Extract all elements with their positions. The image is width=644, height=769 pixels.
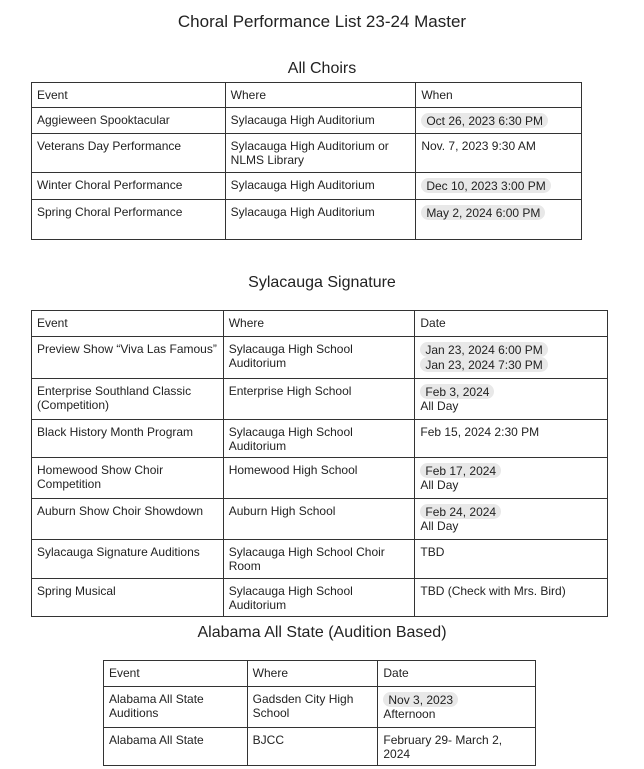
when-cell [416, 173, 582, 200]
where-cell: Auburn High School [223, 499, 415, 540]
table-row [104, 687, 536, 728]
time-note: All Day [420, 399, 459, 413]
event-cell: Sylacauga Signature Auditions [32, 540, 224, 579]
event-cell: Aggieween Spooktacular [32, 108, 226, 134]
event-cell: Black History Month Program [32, 420, 224, 458]
table-row [32, 337, 608, 379]
date-chip[interactable]: Feb 17, 2024 [420, 463, 501, 478]
date-chip[interactable]: Jan 23, 2024 6:00 PM [420, 342, 547, 357]
column-header: Event [104, 661, 248, 687]
table-header-row [32, 311, 608, 337]
column-header: Event [32, 311, 224, 337]
event-cell: Spring Choral Performance [32, 200, 226, 240]
date-cell [415, 337, 608, 379]
date-cell [415, 379, 608, 420]
date-chip[interactable]: May 2, 2024 6:00 PM [421, 205, 545, 220]
date-chip[interactable]: Feb 24, 2024 [420, 504, 501, 519]
event-cell: Spring Musical [32, 579, 224, 617]
column-header: Where [247, 661, 378, 687]
table-row [32, 420, 608, 458]
all-choirs-heading: All Choirs [287, 60, 357, 77]
table-row [32, 108, 582, 134]
where-cell: Sylacauga High School Auditorium [223, 337, 415, 379]
table-row [32, 499, 608, 540]
column-header: When [416, 83, 582, 108]
column-header: Where [223, 311, 415, 337]
when-cell [416, 108, 582, 134]
table-row [32, 200, 582, 240]
table-row [32, 579, 608, 617]
where-cell: Sylacauga High School Choir Room [223, 540, 415, 579]
event-cell: Winter Choral Performance [32, 173, 226, 200]
time-note: Afternoon [383, 707, 436, 721]
date-cell: Feb 15, 2024 2:30 PM [415, 420, 608, 458]
table-header-row [104, 661, 536, 687]
event-cell: Alabama All State [104, 728, 248, 766]
time-note: All Day [420, 519, 459, 533]
when-cell: Nov. 7, 2023 9:30 AM [416, 134, 582, 173]
document-title: Choral Performance List 23-24 Master [177, 12, 467, 31]
time-note: All Day [420, 478, 459, 492]
table-row [32, 173, 582, 200]
column-header: Where [225, 83, 416, 108]
event-cell: Preview Show “Viva Las Famous” [32, 337, 224, 379]
date-cell: February 29- March 2, 2024 [378, 728, 536, 766]
table-row [32, 458, 608, 499]
date-cell [415, 458, 608, 499]
event-cell: Veterans Day Performance [32, 134, 226, 173]
column-header: Date [378, 661, 536, 687]
date-chip[interactable]: Oct 26, 2023 6:30 PM [421, 113, 548, 128]
when-cell [416, 200, 582, 240]
where-cell: Enterprise High School [223, 379, 415, 420]
event-cell: Auburn Show Choir Showdown [32, 499, 224, 540]
where-cell: BJCC [247, 728, 378, 766]
where-cell: Homewood High School [223, 458, 415, 499]
where-cell: Sylacauga High School Auditorium [223, 579, 415, 617]
where-cell: Sylacauga High Auditorium [225, 108, 416, 134]
all-state-heading: Alabama All State (Audition Based) [197, 624, 447, 641]
all-state-table [103, 660, 536, 766]
date-chip[interactable]: Nov 3, 2023 [383, 692, 458, 707]
column-header: Event [32, 83, 226, 108]
column-header: Date [415, 311, 608, 337]
date-chip[interactable]: Dec 10, 2023 3:00 PM [421, 178, 550, 193]
table-row [104, 728, 536, 766]
date-cell [415, 499, 608, 540]
where-cell: Sylacauga High School Auditorium [223, 420, 415, 458]
where-cell: Sylacauga High Auditorium or NLMS Library [225, 134, 416, 173]
event-cell: Homewood Show Choir Competition [32, 458, 224, 499]
where-cell: Gadsden City High School [247, 687, 378, 728]
where-cell: Sylacauga High Auditorium [225, 200, 416, 240]
date-cell: TBD (Check with Mrs. Bird) [415, 579, 608, 617]
where-cell: Sylacauga High Auditorium [225, 173, 416, 200]
event-cell: Enterprise Southland Classic (Competition) [32, 379, 224, 420]
signature-heading: Sylacauga Signature [248, 274, 396, 291]
event-cell: Alabama All State Auditions [104, 687, 248, 728]
all-choirs-table [31, 82, 582, 240]
signature-table [31, 310, 608, 617]
date-chip[interactable]: Jan 23, 2024 7:30 PM [420, 357, 547, 372]
date-cell [378, 687, 536, 728]
table-row [32, 134, 582, 173]
table-header-row [32, 83, 582, 108]
table-row [32, 379, 608, 420]
date-chip[interactable]: Feb 3, 2024 [420, 384, 494, 399]
table-row [32, 540, 608, 579]
date-cell: TBD [415, 540, 608, 579]
